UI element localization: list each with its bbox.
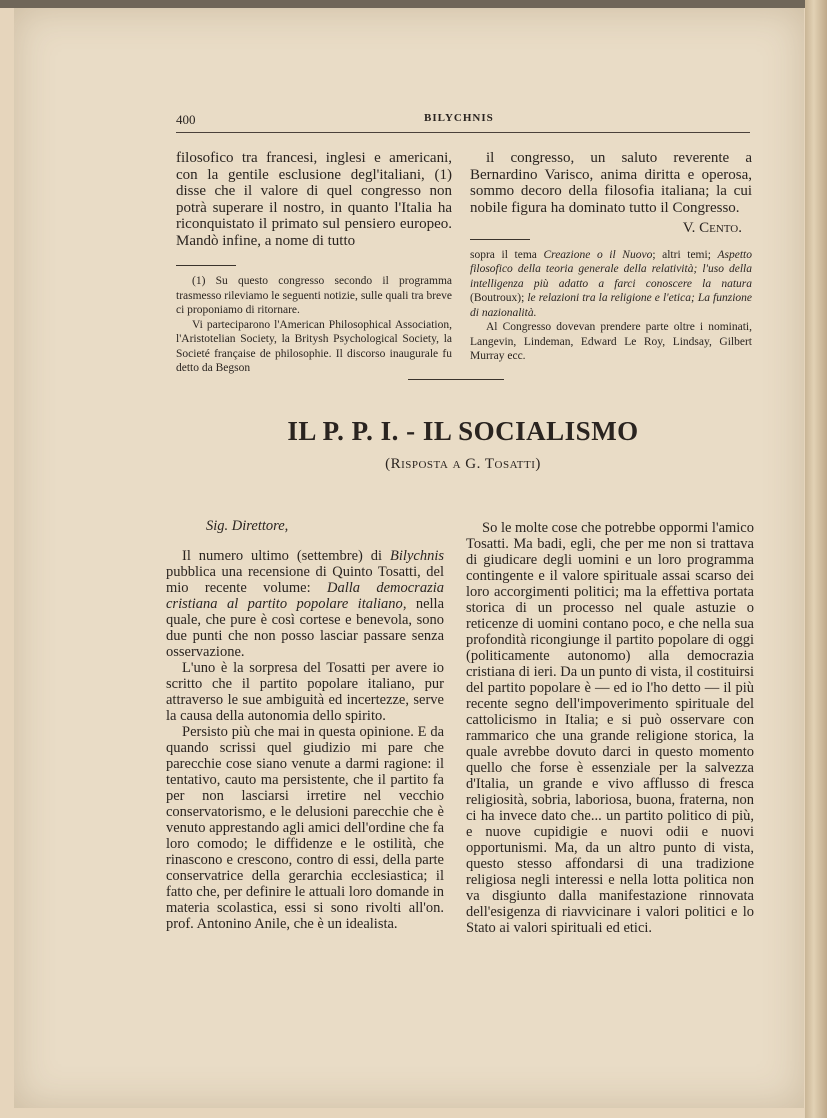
article-subtitle: (Risposta a G. Tosatti) bbox=[385, 456, 541, 472]
footnote-right bbox=[470, 248, 752, 364]
article-right-column bbox=[466, 520, 754, 936]
section-divider bbox=[408, 379, 504, 380]
p1-d: Dalla democrazia cristiana al partito popolare italiano bbox=[166, 580, 444, 612]
article-title: IL P. P. I. - IL SOCIALISMO bbox=[287, 416, 639, 446]
paragraph-1 bbox=[166, 548, 444, 660]
scan-top-edge bbox=[0, 0, 827, 8]
page-number: 400 bbox=[176, 112, 196, 127]
p1-c: pubblica una recensione di Quinto Tosatti, del mio recente volume: bbox=[166, 564, 444, 596]
p1-e: , nella quale, che pure è così cortese e benevola, sono due punti che non posso lasciar passare senza osservazione. bbox=[166, 596, 445, 660]
p1-a: Il numero ultimo (settembre) di bbox=[182, 548, 391, 564]
footnote-left bbox=[176, 274, 452, 376]
p1-b: Bilychnis bbox=[390, 548, 444, 564]
salutation: Sig. Direttore, bbox=[206, 518, 289, 534]
top-left-text: filosofico tra francesi, inglesi e americani, con la gentile esclusione degl'italiani, (1) disse che il valore di quel congresso non potrà superare il nostro, in quanto l'Italia ha riconquistato il primato sul pensiero europeo. Mandò infine, a nome di tutto bbox=[176, 150, 452, 249]
footnote-right-text bbox=[470, 248, 752, 321]
paragraph-4: So le molte cose che potrebbe oppormi l'amico Tosatti. Ma badi, egli, che per me non si trattava di giudicare degli uomini e un loro programma contingente e il valore spirituale assai scarso dei loro accorgimenti politici; ma la effettiva portata storica di un processo nel quale astuzie o reticenze di uomini contano poco, e che nella sua profondità ricongiunge il partito popolare di oggi (politicamente autonomo) alla democrazia cristiana di ieri. Da un punto di vista, il costituirsi del partito popolare è — ed io l'ho detto — il più recente segno dell'impoverimento spirituale del cattolicismo in Italia; e si può osservare con rammarico che una grande religione storica, la quale avrebbe dovuto darci in questo momento quello che forse è essenziale per la salvezza d'Italia, un grande e vivo afflusso di fresca religiosità, sobria, laboriosa, buona, fraterna, non ci ha invece dato che... un partito politico di più, e nuove cupidigie e nuovi odii e nuovi opportunismi. Ma, da un altro punto di vista, questo stesso affondarsi di una tradizione religiosa negli interessi e nella lotta politica non va disgiunto dalla manifestazione rinnovata dell'esigenza di riavvicinare i valori politici e lo Stato ai valori spirituali ed etici. bbox=[466, 520, 754, 936]
fn-right-e: (Boutroux); bbox=[470, 292, 528, 304]
footnote-rule-right bbox=[470, 239, 530, 240]
footnote-rule-left bbox=[176, 265, 236, 266]
fn-right-a: sopra il tema bbox=[470, 248, 544, 261]
article-left-column bbox=[166, 518, 444, 932]
fn-right-c: ; altri temi; bbox=[652, 248, 718, 261]
footnote-right-2: Al Congresso dovevan prendere parte oltre i nominati, Langevin, Lindeman, Edward Le Roy, Lindsay, Gilbert Murray ecc. bbox=[470, 321, 752, 362]
footnote-1: (1) Su questo congresso secondo il programma trasmesso rileviamo le seguenti notizie, sulle quali tra breve ci proponiamo di ritornare. bbox=[176, 275, 452, 316]
running-header bbox=[176, 112, 750, 133]
fn-right-f: le relazioni tra la religione e l'etica; La funzione di nazionalità. bbox=[470, 292, 752, 319]
paragraph-2: L'uno è la sorpresa del Tosatti per avere io scritto che il partito popolare italiano, pur attraverso le sue ambiguità ed incertezze, serve la causa della autonomia dello spirito. bbox=[166, 660, 444, 724]
top-right-text: il congresso, un saluto reverente a Bernardino Varisco, anima diritta e operosa, sommo decoro della filosofia italiana; la cui nobile figura ha dominato tutto il Congresso. bbox=[470, 150, 752, 216]
fn-right-d: Aspetto filosofico della teoria generale della relatività; l'uso della intelligenza più adatto a farci conoscere la natura bbox=[470, 248, 752, 290]
top-right-column bbox=[470, 150, 752, 364]
top-left-column bbox=[176, 150, 452, 376]
footnote-1-continued: Vi parteciparono l'American Philosophical Association, l'Aristotelian Society, la Britysh Psychological Society, la Societé française de philosophie. Il discorso inaugurale fu detto da Begson bbox=[176, 318, 452, 374]
paragraph-3: Persisto più che mai in questa opinione. E da quando scrissi quel giudizio mi pare che parecchie cose siano venute a darmi ragione: il tentativo, cauto ma persistente, che il partito fa per non lasciarsi irretire nel vecchio conservatorismo, e le delusioni parecchie che è venuto apprestando agli amici dell'ordine che fa loro comodo; le diffidenze e le ostilità, che rinascono e crescono, contro di essi, della parte conservatrice della gerarchia ecclesiastica; il fatto che, per definire le attuali loro domande in materia scolastica, essi si sono rivolti all'on. prof. Antonino Anile, che è un idealista. bbox=[166, 724, 445, 932]
author-signature: V. Cento. bbox=[682, 220, 742, 236]
running-title: BILYCHNIS bbox=[424, 112, 494, 124]
scan-right-edge bbox=[805, 0, 827, 1118]
fn-right-b: Creazione o il Nuovo bbox=[543, 248, 653, 261]
